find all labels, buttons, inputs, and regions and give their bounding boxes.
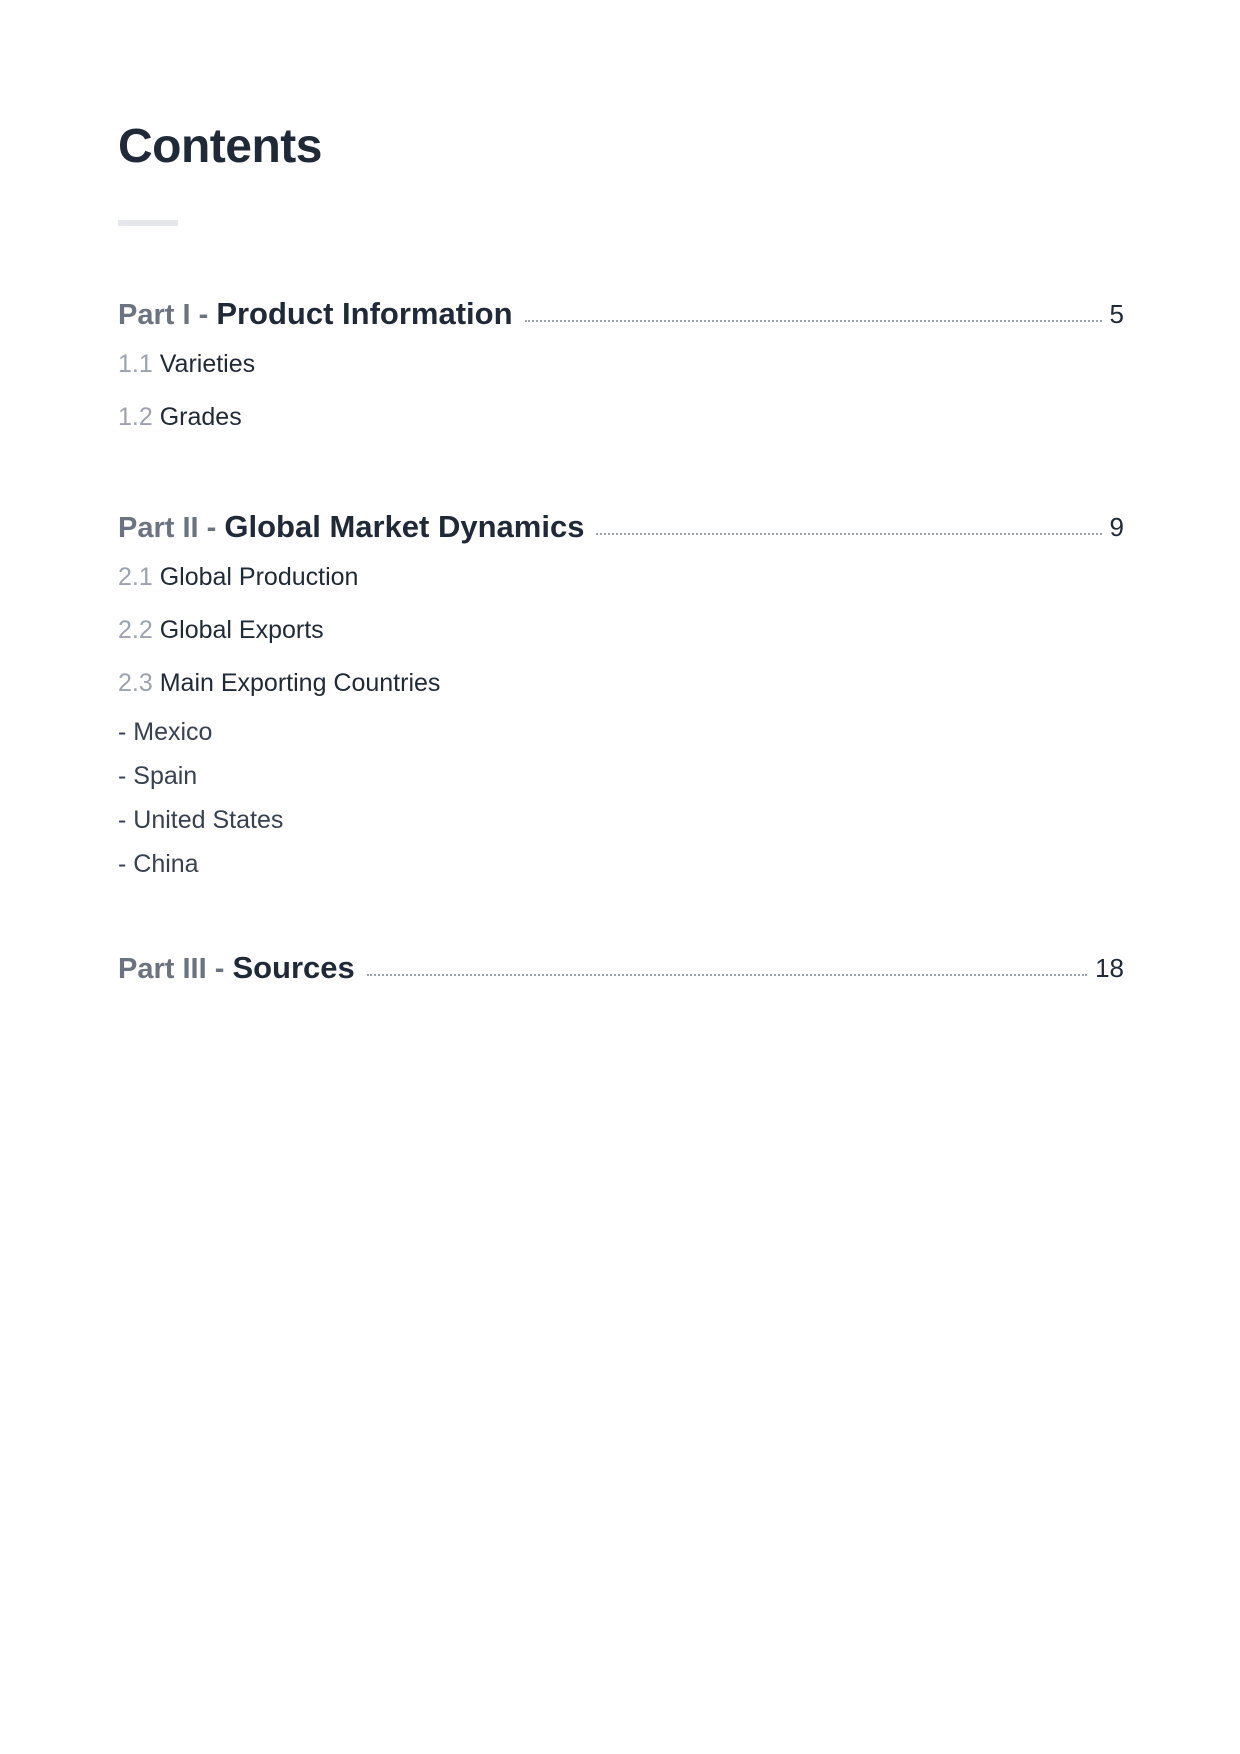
toc-subitem-spain[interactable]: - Spain — [118, 762, 198, 790]
page-number: 5 — [1109, 299, 1124, 329]
toc-section[interactable] — [118, 551, 1124, 604]
toc-part-1[interactable] — [118, 292, 1124, 444]
toc-part-row[interactable] — [118, 946, 1124, 986]
section-title: Global Production — [159, 563, 359, 591]
page-number: 18 — [1095, 953, 1124, 983]
section-number: 2.1 — [118, 563, 153, 591]
dot-leader — [367, 973, 1087, 976]
toc-subitem-united-states[interactable]: - United States — [118, 806, 284, 834]
toc-page — [118, 0, 1124, 1754]
part-label: Part III — [118, 953, 207, 985]
part-separator: - — [190, 299, 217, 331]
part-label: Part II — [118, 512, 199, 544]
toc-subitem-mexico[interactable]: - Mexico — [118, 718, 213, 746]
dot-leader — [596, 532, 1101, 535]
section-number: 2.2 — [118, 616, 153, 644]
dot-leader — [525, 319, 1102, 322]
section-number: 2.3 — [118, 669, 153, 697]
page-number: 9 — [1109, 512, 1124, 542]
toc-section[interactable] — [118, 391, 1124, 444]
section-title: Varieties — [159, 350, 256, 378]
title-underline — [118, 220, 178, 226]
section-title: Global Exports — [159, 616, 324, 644]
part-title: Sources — [232, 950, 355, 985]
section-number: 1.1 — [118, 350, 153, 378]
part-separator: - — [198, 512, 225, 544]
toc-section[interactable] — [118, 604, 1124, 657]
part-separator: - — [206, 953, 233, 985]
part-title: Product Information — [216, 296, 513, 331]
section-number: 1.2 — [118, 403, 153, 431]
toc-part-row[interactable] — [118, 505, 1124, 545]
section-title: Grades — [159, 403, 242, 431]
section-title: Main Exporting Countries — [159, 669, 441, 697]
part-title: Global Market Dynamics — [224, 509, 585, 544]
toc-part-3[interactable] — [118, 946, 1124, 986]
toc-part-row[interactable] — [118, 292, 1124, 332]
toc-part-2[interactable] — [118, 505, 1124, 886]
toc-section[interactable] — [118, 338, 1124, 391]
page-title: Contents — [118, 120, 322, 173]
part-label: Part I — [118, 299, 191, 331]
toc-subitem-china[interactable]: - China — [118, 850, 199, 878]
toc-section[interactable] — [118, 657, 1124, 710]
